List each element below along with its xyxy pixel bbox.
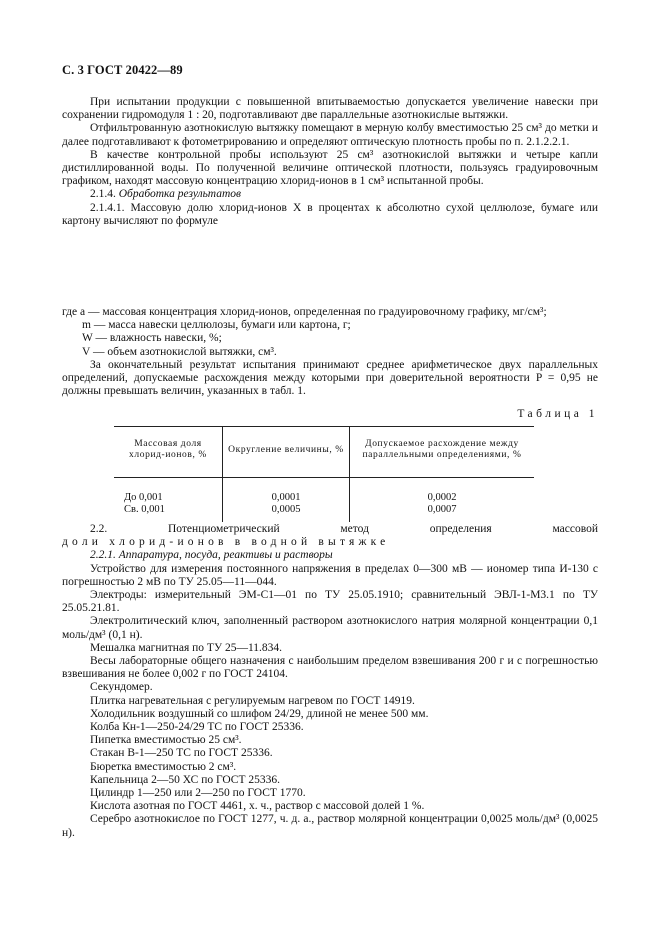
table-1 [114,426,534,522]
where-block [62,306,598,398]
section-2-2-title-line-1 [62,523,598,536]
table-caption: Таблица 1 [517,408,598,420]
table-header-row [114,427,534,478]
list-item: Секундомер. [90,681,153,694]
list-item: Цилиндр 1—250 или 2—250 по ГОСТ 1770. [90,787,306,800]
table-header-cell: Массовая доля хлорид-ионов, % [114,427,223,478]
list-item: Электролитический ключ, заполненный раствором азотнокислого натрия молярной концентрации 0,1 моль/дм³ (0,1 н). [62,615,598,641]
list-item: Холодильник воздушный со шлифом 24/29, длиной не менее 500 мм. [90,707,429,720]
paragraph-2: Отфильтрованную азотнокислую вытяжку помещают в мерную колбу вместимостью 25 см³ до метки и далее подготавливают к фотометрированию и определяют оптическую плотность пробы по п. 2.1.2.2.1. [62,122,598,148]
table-row [114,478,534,505]
paragraph-2-1-4-1: 2.1.4.1. Массовую долю хлорид-ионов X в процентах к абсолютно сухой целлюлозе, бумаге или картону вычисляют по формуле [62,201,598,227]
list-item: Стакан В-1—250 ТС по ГОСТ 25336. [90,747,273,760]
conclusion-paragraph: За окончательный результат испытания принимают среднее арифметическое двух параллельных определений, допускаемые расхождения между которыми при доверительной вероятности P = 0,95 не должны превышать величин, указанных в табл. 1. [62,358,598,398]
table-cell: 0,0007 [350,504,535,522]
where-m: m — масса навески целлюлозы, бумаги или картона, г; [82,319,351,332]
list-item: Мешалка магнитная по ТУ 25—11.834. [90,641,283,654]
table-header-cell: Допускаемое расхождение между параллельными определениями, % [350,427,535,478]
title-word: 2.2. [90,523,108,535]
page-header: С. 3 ГОСТ 20422—89 [62,63,183,77]
intro-text [62,96,598,228]
where-a: где a — массовая концентрация хлорид-ионов, определенная по градуировочному графику, мг/см³; [62,306,547,318]
list-item: Кислота азотная по ГОСТ 4461, х. ч., раствор с массовой долей 1 %. [90,800,425,813]
list-item: Плитка нагревательная с регулируемым нагревом по ГОСТ 14919. [90,694,415,707]
subsection-2-1-4 [62,188,598,201]
table-cell: Св. 0,001 [124,504,165,515]
title-word: метод [340,523,369,535]
table-header-cell: Округление величины, % [223,427,350,478]
title-word: определения [429,523,492,535]
list-item: Бюретка вместимостью 2 см³. [90,760,237,773]
table-cell: 0,0001 [223,478,350,505]
paragraph-3: В качестве контрольной пробы используют 25 см³ азотнокислой вытяжки и четыре капли дистиллированной воды. По полученной величине оптической плотности, пользуясь градуировочным графиком, находят массовую концентрацию хлорид-ионов в 1 см³ испытанной пробы. [62,148,598,188]
subsection-title: Обработка результатов [118,188,241,201]
subsection-2-2-1: 2.2.1. Аппаратура, посуда, реактивы и растворы [90,549,333,562]
table-cell: До 0,001 [124,492,163,503]
section-2-2 [62,523,598,840]
section-2-2-title-line-2: доли хлорид-ионов в водной вытяжке [62,536,390,549]
where-w: W — влажность навески, %; [82,332,222,345]
list-item: Капельница 2—50 ХС по ГОСТ 25336. [90,773,280,786]
list-item: Устройство для измерения постоянного напряжения в пределах 0—300 мВ — иономер типа И-130 с погрешностью 2 мВ по ТУ 25.05—11—044. [62,562,598,588]
list-item: Электроды: измерительный ЭМ-С1—01 по ТУ 25.05.1910; сравнительный ЭВЛ-1-М3.1 по ТУ 25.05.21.81. [62,589,598,615]
table-row [114,504,534,522]
list-item: Пипетка вместимостью 25 см³. [90,734,242,747]
title-word: массовой [552,523,598,535]
where-v: V — объем азотнокислой вытяжки, см³. [82,345,277,358]
paragraph-1: При испытании продукции с повышенной впитываемостью допускается увеличение навески при сохранении гидромодуля 1 : 20, подготавливают две параллельные азотнокислые вытяжки. [62,96,598,122]
table-cell: 0,0002 [350,478,535,505]
formula-area [62,262,598,302]
list-item: Серебро азотнокислое по ГОСТ 1277, ч. д. а., раствор молярной концентрации 0,0025 моль/дм³ (0,0025 н). [62,813,598,839]
list-item: Весы лабораторные общего назначения с наибольшим пределом взвешивания 200 г и с погрешностью взвешивания не более 0,002 г по ГОСТ 24104. [62,655,598,681]
subsection-number: 2.1.4. [90,188,116,201]
title-word: Потенциометрический [168,523,280,535]
table-cell: 0,0005 [223,504,350,522]
list-item: Колба Кн-1—250-24/29 ТС по ГОСТ 25336. [90,721,304,734]
